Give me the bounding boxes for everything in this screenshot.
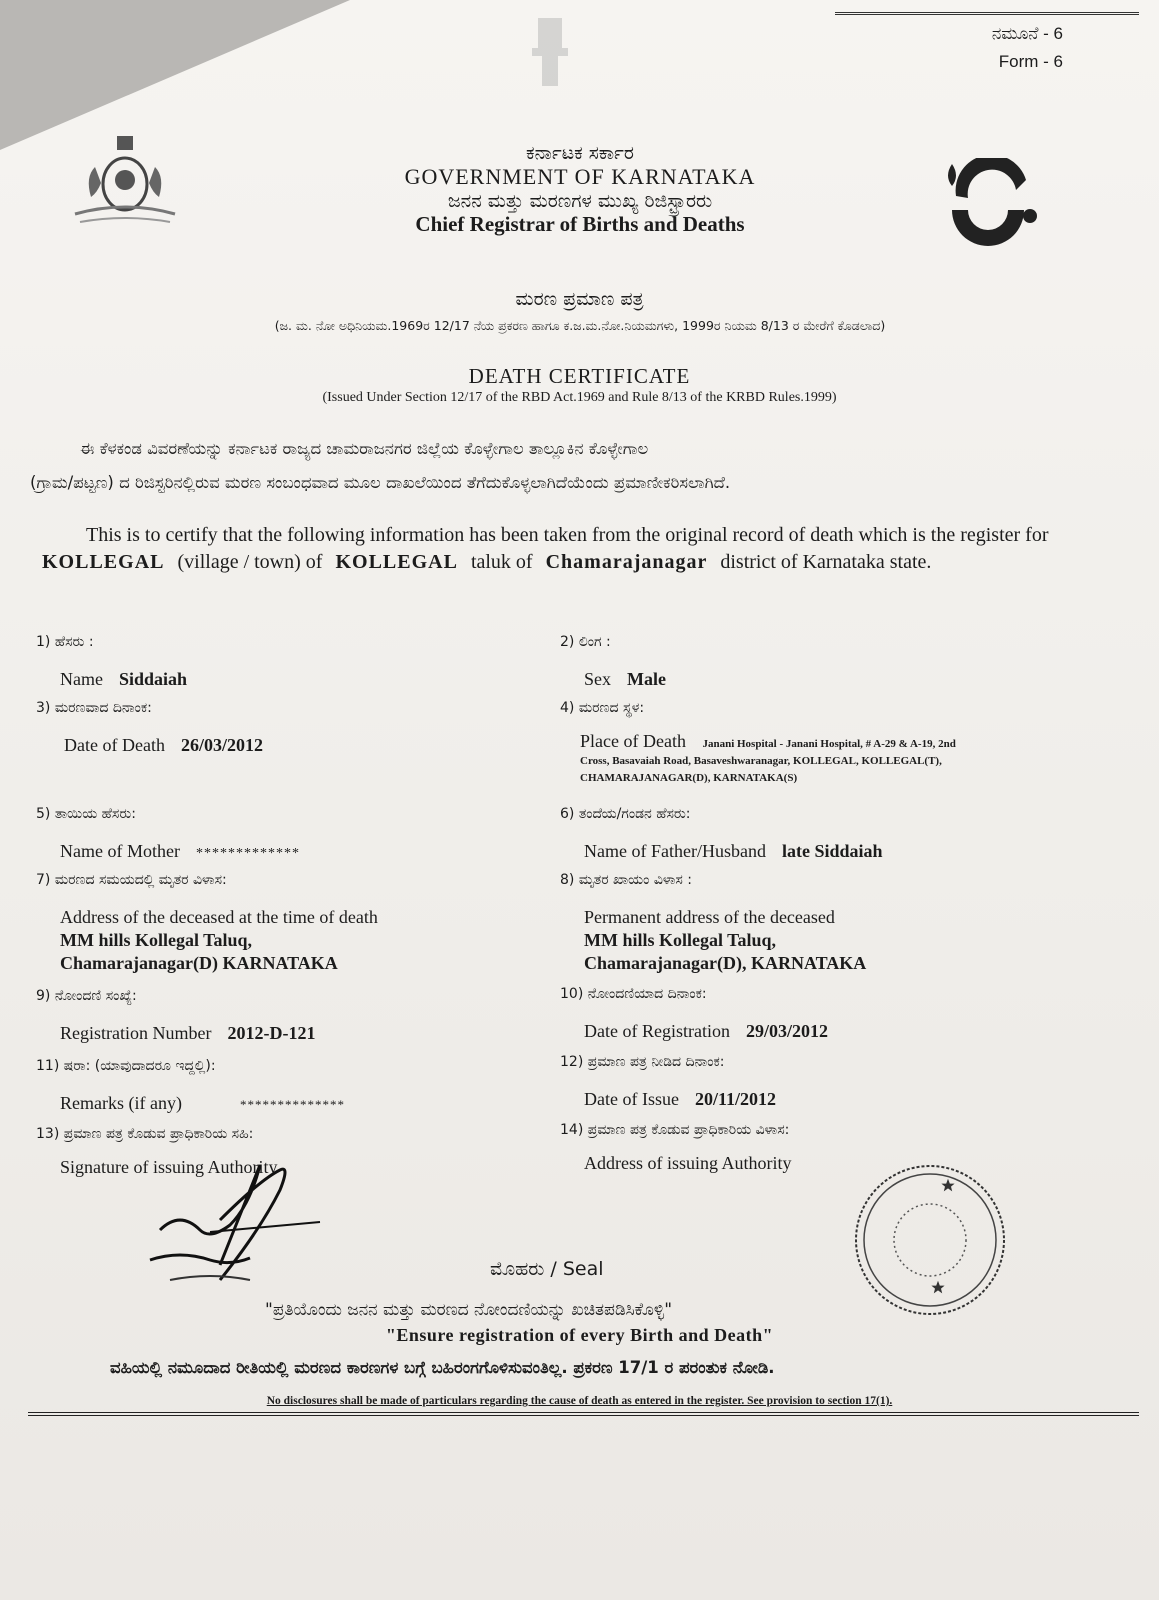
field-address-label-kn: 7) ಮರಣದ ಸಮಯದಲ್ಲಿ ಮೃತರ ವಿಳಾಸ: (36, 872, 227, 888)
field-pod-label-kn: 4) ಮರಣದ ಸ್ಥಳ: (560, 700, 645, 716)
field-regno-value: 2012-D-121 (227, 1023, 316, 1043)
disclosure-kn: ವಹಿಯಲ್ಲಿ ನಮೂದಾದ ರೀತಿಯಲ್ಲಿ ಮರಣದ ಕಾರಣಗಳ ಬಗ್ಗೆ ಬಹಿರಂಗಗೊಳಿಸುವಂತಿಲ್ಲ. ಪ್ರಕರಣ 17/1 ರ ಪರಂತುಕ ನೋಡಿ. (110, 1358, 775, 1377)
field-permaddr-label-kn: 8) ಮೃತರ ಖಾಯಂ ವಿಳಾಸ : (560, 872, 693, 888)
intro-en-part4: district of Karnataka state. (720, 551, 932, 573)
intro-kn-line1: ಈ ಕೆಳಕಂಡ ವಿವರಣೆಯನ್ನು ಕರ್ನಾಟಕ ರಾಜ್ಯದ ಚಾಮರಾಜನಗರ ಜಿಲ್ಲೆಯ ಕೊಳ್ಳೇಗಾಲ ತಾಲ್ಲೂಕಿನ ಕೊಳ್ಳೇಗಾಲ (80, 439, 649, 458)
intro-paragraph-en (34, 522, 1114, 576)
field-sex-value: Male (627, 669, 666, 689)
intro-en-part2: (village / town) of (177, 551, 323, 573)
field-remarks (36, 1058, 556, 1116)
field-mother-value: ************* (195, 846, 300, 861)
field-dor-value: 29/03/2012 (745, 1021, 828, 1041)
field-mother-label-en: Name of Mother (60, 841, 180, 861)
field-date-of-death (36, 700, 556, 757)
field-date-of-issue (560, 1054, 1080, 1111)
official-seal-icon (850, 1160, 1010, 1320)
field-dod-label-kn: 3) ಮರಣವಾದ ದಿನಾಂಕ: (36, 700, 152, 716)
field-dor-label-en: Date of Registration (584, 1021, 730, 1041)
field-pod-label-en: Place of Death (580, 731, 686, 751)
certificate-subtitle-kn: (ಜ. ಮ. ನೋ ಅಧಿನಿಯಮ.1969ರ 12/17 ನೆಯ ಪ್ರಕರಣ ಹಾಗೂ ಕ.ಜ.ಮ.ನೋ.ನಿಯಮಗಳು, 1999ರ ನಿಯಮ 8/13 ರ ಮೇರೆಗೆ ಕೊಡಲಾದ) (274, 318, 886, 333)
field-permaddr-label-en: Permanent address of the deceased (584, 907, 835, 927)
handwritten-signature-icon (140, 1160, 350, 1290)
ashoka-pillar-icon (520, 8, 580, 98)
field-pod-value-line2: Cross, Basavaiah Road, Basaveshwaranagar, KOLLEGAL, KOLLEGAL(T), (580, 755, 942, 767)
field-sex-label-kn: 2) ಲಿಂಗ : (560, 634, 611, 650)
field-sex-label-en: Sex (584, 669, 611, 689)
gov-title-kn: ಕರ್ನಾಟಕ ಸರ್ಕಾರ (526, 142, 634, 164)
field-father-label-kn: 6) ತಂದೆಯ/ಗಂಡನ ಹೆಸರು: (560, 806, 691, 822)
field-address-label-en: Address of the deceased at the time of death (60, 907, 378, 927)
field-mother-label-kn: 5) ತಾಯಿಯ ಹೆಸರು: (36, 806, 136, 822)
field-address-value-line2: Chamarajanagar(D) KARNATAKA (60, 953, 338, 973)
gov-title-en: GOVERNMENT OF KARNATAKA (404, 164, 756, 189)
field-address-at-death (36, 872, 556, 975)
birth-death-registration-logo-icon (938, 158, 1038, 258)
field-permanent-address (560, 872, 1080, 975)
slogan-en: "Ensure registration of every Birth and Death" (385, 1325, 774, 1345)
slogan-kn: "ಪ್ರತಿಯೊಂದು ಜನನ ಮತ್ತು ಮರಣದ ನೋಂದಣಿಯನ್ನು ಖಚಿತಪಡಿಸಿಕೊಳ್ಳಿ" (265, 1300, 673, 1320)
karnataka-emblem-icon (55, 122, 195, 232)
field-doi-value: 20/11/2012 (694, 1089, 776, 1109)
field-father-label-en: Name of Father/Husband (584, 841, 766, 861)
field-name (36, 634, 556, 691)
intro-en-district: Chamarajanagar (545, 551, 708, 573)
field-pod-value-line1: Janani Hospital - Janani Hospital, # A-29 & A-19, 2nd (702, 738, 956, 750)
field-dor-label-kn: 10) ನೋಂದಣಿಯಾದ ದಿನಾಂಕ: (560, 986, 707, 1002)
field-address-value-line1: MM hills Kollegal Taluq, (60, 930, 253, 950)
registrar-title-en: Chief Registrar of Births and Deaths (415, 212, 745, 236)
form-number (992, 20, 1063, 76)
certificate-title-en: DEATH CERTIFICATE (468, 364, 691, 388)
field-signature-label-en: Signature of issuing Authority (60, 1157, 278, 1177)
field-authaddr-label-kn: 14) ಪ್ರಮಾಣ ಪತ್ರ ಕೊಡುವ ಪ್ರಾಧಿಕಾರಿಯ ವಿಳಾಸ: (560, 1122, 790, 1138)
disclosure-en: No disclosures shall be made of particulars regarding the cause of death as entered in the register. See provision to section 17(1). (266, 1395, 893, 1407)
field-remarks-label-en: Remarks (if any) (60, 1093, 182, 1113)
form-number-en: Form - 6 (998, 52, 1063, 71)
field-signature-label-kn: 13) ಪ್ರಮಾಣ ಪತ್ರ ಕೊಡುವ ಪ್ರಾಧಿಕಾರಿಯ ಸಹಿ: (36, 1126, 254, 1142)
intro-en-village: KOLLEGAL (42, 551, 165, 573)
intro-kn-line2: (ಗ್ರಾಮ/ಪಟ್ಟಣ) ದ ರಿಜಿಸ್ಟರಿನಲ್ಲಿರುವ ಮರಣ ಸಂಬಂಧವಾದ ಮೂಲ ದಾಖಲೆಯಿಂದ ತೆಗೆದುಕೊಳ್ಳಲಾಗಿದೆಯೆಂದು ಪ್ರಮಾಣೀಕರಿಸಲಾಗಿದೆ. (30, 473, 731, 492)
field-father-value: late Siddaiah (781, 841, 883, 861)
header (280, 142, 880, 237)
field-registration-number (36, 988, 556, 1045)
field-date-of-registration (560, 986, 1080, 1043)
intro-paragraph-kn (30, 432, 1120, 500)
field-permaddr-value-line1: MM hills Kollegal Taluq, (584, 930, 777, 950)
field-remarks-label-kn: 11) ಷರಾ: (ಯಾವುದಾದರೂ ಇದ್ದಲ್ಲಿ): (36, 1058, 216, 1074)
certificate-subtitle-en: (Issued Under Section 12/17 of the RBD Act.1969 and Rule 8/13 of the KRBD Rules.1999) (322, 390, 837, 405)
field-father (560, 806, 1080, 863)
top-rule (835, 12, 1139, 15)
intro-en-part1: This is to certify that the following information has been taken from the original record of death which is the register for (86, 524, 1049, 546)
field-permaddr-value-line2: Chamarajanagar(D), KARNATAKA (584, 953, 867, 973)
field-place-of-death (560, 700, 1060, 787)
bottom-rule (28, 1412, 1139, 1416)
field-pod-value-line3: CHAMARAJANAGAR(D), KARNATAKA(S) (580, 772, 798, 784)
field-authaddr-label-en: Address of issuing Authority (584, 1153, 792, 1173)
registrar-title-kn: ಜನನ ಮತ್ತು ಮರಣಗಳ ಮುಖ್ಯ ರಿಜಿಸ್ಟ್ರಾರರು (447, 190, 713, 212)
field-dod-label-en: Date of Death (64, 735, 165, 755)
field-remarks-value: ************** (239, 1097, 345, 1112)
field-dod-value: 26/03/2012 (180, 735, 263, 755)
field-regno-label-kn: 9) ನೋಂದಣಿ ಸಂಖ್ಯೆ: (36, 988, 137, 1004)
field-doi-label-kn: 12) ಪ್ರಮಾಣ ಪತ್ರ ನೀಡಿದ ದಿನಾಂಕ: (560, 1054, 725, 1070)
seal-label: ಮೊಹರು / Seal (490, 1258, 604, 1280)
form-number-kn: ನಮೂನೆ - 6 (991, 24, 1063, 43)
intro-en-taluk: KOLLEGAL (335, 551, 458, 573)
certificate-title-kn: ಮರಣ ಪ್ರಮಾಣ ಪತ್ರ (515, 288, 644, 310)
field-name-label-kn: 1) ಹೆಸರು : (36, 634, 94, 650)
field-regno-label-en: Registration Number (60, 1023, 212, 1043)
field-mother (36, 806, 556, 865)
field-doi-label-en: Date of Issue (584, 1089, 679, 1109)
intro-en-part3: taluk of (470, 551, 533, 573)
field-sex (560, 634, 1080, 691)
field-name-label-en: Name (60, 669, 103, 689)
field-name-value: Siddaiah (118, 669, 188, 689)
